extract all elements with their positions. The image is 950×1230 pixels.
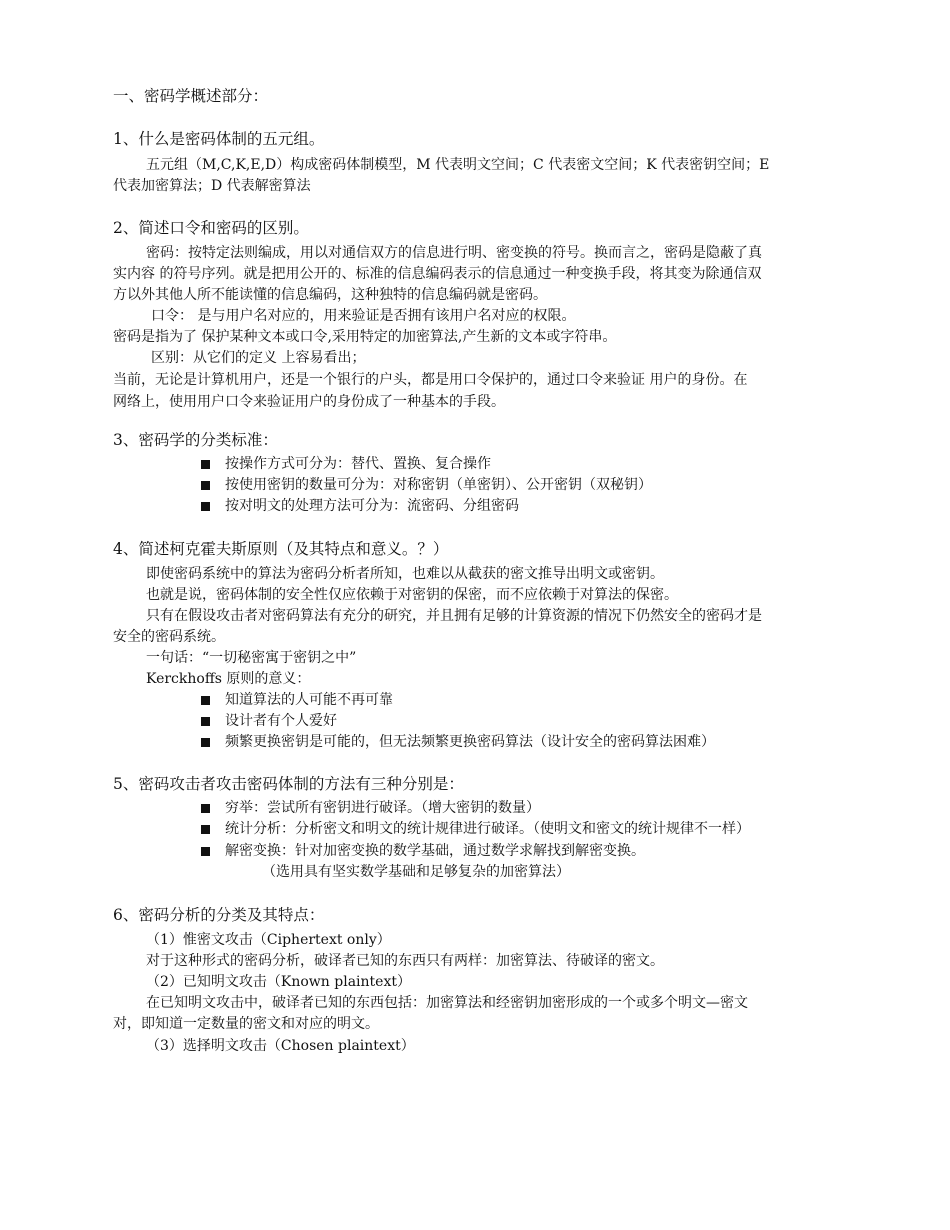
section-1-paragraph-line: 五元组（M,C,K,E,D）构成密码体制模型，M 代表明文空间；C 代表密文空间；K 代表密钥空间；E [146,157,770,173]
section-6-line: （1）惟密文攻击（Ciphertext only） [146,932,391,948]
bullet-text: 按使用密钥的数量可分为：对称密钥（单密钥）、公开密钥（双秘钥） [225,477,652,493]
bullet-text: 按操作方式可分为：替代、置换、复合操作 [225,456,491,472]
section-4-line: 安全的密码系统。 [113,629,225,645]
section-4-line: 也就是说，密码体制的安全性仅应依赖于对密钥的保密，而不应依赖于对算法的保密。 [146,587,678,603]
section-2-heading: 2、简述口令和密码的区别。 [113,219,309,237]
bullet-text: 解密变换：针对加密变换的数学基础，通过数学求解找到解密变换。 [225,843,645,859]
section-6-line: 对，即知道一定数量的密文和对应的明文。 [113,1016,379,1032]
section-2-line: 实内容 的符号序列。就是把用公开的、标准的信息编码表示的信息通过一种变换手段，将其变为除通信双 [113,266,762,282]
bullet-text: 按对明文的处理方法可分为：流密码、分组密码 [225,498,519,514]
section-6-line: （3）选择明文攻击（Chosen plaintext） [146,1038,415,1054]
section-3-heading: 3、密码学的分类标准： [113,431,278,449]
section-4-heading: 4、简述柯克霍夫斯原则（及其特点和意义。？） [113,540,449,558]
section-1-paragraph-line: 代表加密算法；D 代表解密算法 [113,178,311,194]
section-2-line: 密码是指为了 保护某种文本或口令,采用特定的加密算法,产生新的文本或字符串。 [113,329,617,345]
section-2-line: 方以外其他人所不能读懂的信息编码，这种独特的信息编码就是密码。 [113,287,547,303]
section-4-line: Kerckhoffs 原则的意义： [146,671,311,687]
section-5-note: （选用具有坚实数学基础和足够复杂的加密算法） [262,864,570,880]
section-2-line: 网络上，使用用户口令来验证用户的身份成了一种基本的手段。 [113,394,505,410]
section-6-line: 对于这种形式的密码分析，破译者已知的东西只有两样：加密算法、待破译的密文。 [146,953,664,969]
bullet-text: 设计者有个人爱好 [225,713,337,729]
section-5-heading: 5、密码攻击者攻击密码体制的方法有三种分别是： [113,775,464,793]
section-6-line: 在已知明文攻击中，破译者已知的东西包括：加密算法和经密钥加密形成的一个或多个明文—密文 [146,995,748,1011]
section-2-line: 密码：按特定法则编成，用以对通信双方的信息进行明、密变换的符号。换而言之，密码是隐蔽了真 [146,245,762,261]
bullet-text: 穷举：尝试所有密钥进行破译。（增大密钥的数量） [225,800,540,816]
section-2-line: 当前，无论是计算机用户，还是一个银行的户头，都是用口令保护的，通过口令来验证 用户的身份。在 [113,372,748,388]
bullet-text: 知道算法的人可能不再可靠 [225,692,393,708]
section-4-line: 一句话：“一切秘密寓于密钥之中” [146,650,357,666]
section-4-line: 即使密码系统中的算法为密码分析者所知，也难以从截获的密文推导出明文或密钥。 [146,566,664,582]
document-title: 一、密码学概述部分： [113,87,269,105]
section-2-line: 口令： 是与用户名对应的，用来验证是否拥有该用户名对应的权限。 [151,308,576,324]
section-6-line: （2）已知明文攻击（Known plaintext） [146,974,411,990]
bullet-text: 频繁更换密钥是可能的，但无法频繁更换密码算法（设计安全的密码算法困难） [225,734,715,750]
section-4-line: 只有在假设攻击者对密码算法有充分的研究，并且拥有足够的计算资源的情况下仍然安全的密码才是 [146,608,762,624]
section-1-heading: 1、什么是密码体制的五元组。 [113,130,325,148]
bullet-text: 统计分析：分析密文和明文的统计规律进行破译。（使明文和密文的统计规律不一样） [225,821,750,837]
section-6-heading: 6、密码分析的分类及其特点： [113,906,325,924]
section-2-line: 区别：从它们的定义 上容易看出； [151,350,366,366]
